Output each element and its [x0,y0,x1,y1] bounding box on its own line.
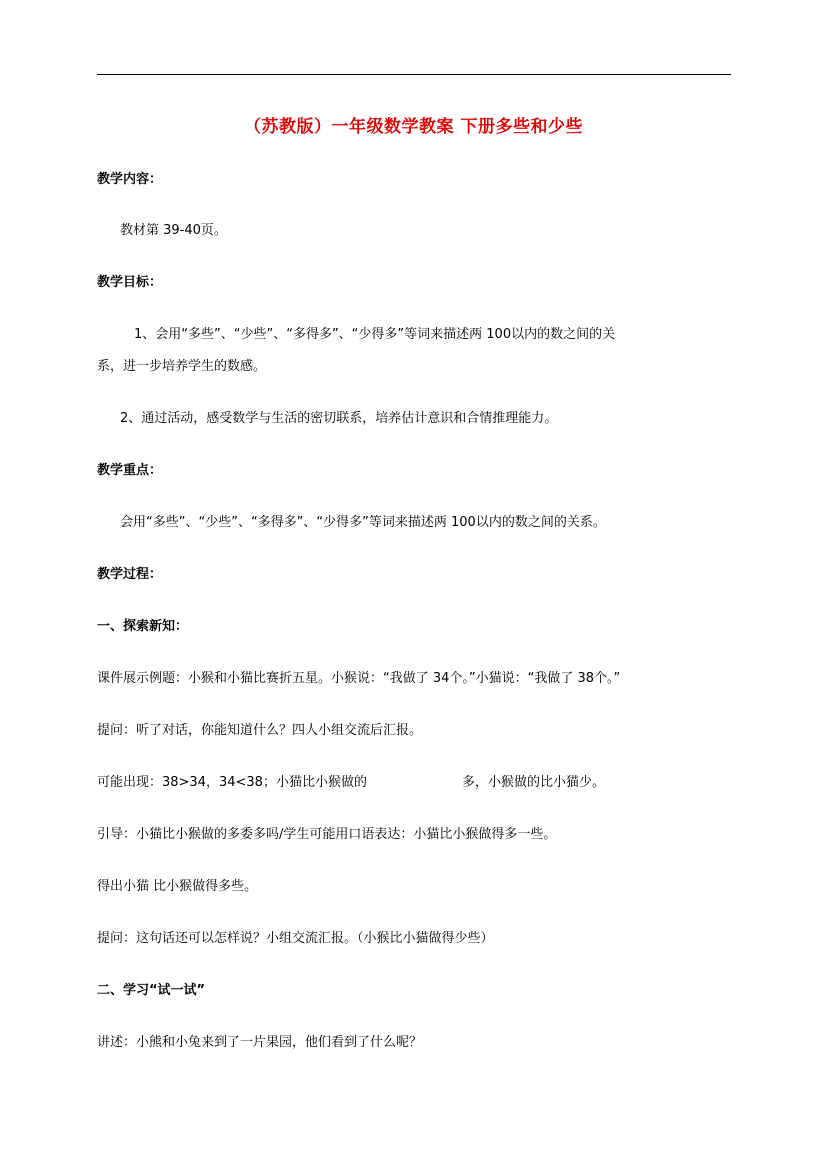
goals-heading: 教学目标： [97,275,163,290]
part-1-heading: 一、探索新知： [97,619,189,634]
paragraph-narration: 讲述：小熊和小兔来到了一片果园，他们看到了什么呢？ [97,1035,423,1050]
process-heading: 教学过程： [97,567,163,582]
header-rule [97,74,731,75]
paragraph-example: 课件展示例题：小猴和小猫比赛折五星。小猴说：“我做了 34个。”小猫说：“我做了 38个。” [97,671,621,686]
goal-1-line-2: 系，进一步培养学生的数感。 [97,359,267,374]
goal-1-line-1: 1、会用“多些”、“少些”、“多得多”、“少得多”等词来描述两 100以内的数之间的关 [134,327,616,342]
goal-2: 2、通过活动，感受数学与生活的密切联系，培养估计意识和合情推理能力。 [120,411,558,426]
part-2-heading: 二、学习“试一试” [97,983,206,998]
paragraph-guidance: 引导：小猫比小猴做的多委多吗/学生可能用口语表达：小猫比小猴做得多一些。 [97,827,557,842]
key-points-heading: 教学重点： [97,463,163,478]
content-heading: 教学内容： [97,172,163,187]
paragraph-question-2: 提问：这句话还可以怎样说？小组交流汇报。（小猴比小猫做得少些） [97,931,494,946]
possible-answers-part-a: 可能出现：38>34，34<38；小猫比小猴做的 [97,775,367,790]
key-points-text: 会用“多些”、“少些”、“多得多”、“少得多”等词来描述两 100以内的数之间的关系。 [120,515,606,530]
paragraph-question-1: 提问：听了对话，你能知道什么？四人小组交流后汇报。 [97,723,423,738]
document-title: （苏教版）一年级数学教案 下册多些和少些 [244,117,583,137]
content-text: 教材第 39-40页。 [120,223,227,238]
paragraph-conclusion: 得出小猫 比小猴做得多些。 [97,879,258,894]
paragraph-possible-answers [97,773,605,793]
possible-answers-part-b: 多，小猴做的比小猫少。 [461,775,605,790]
